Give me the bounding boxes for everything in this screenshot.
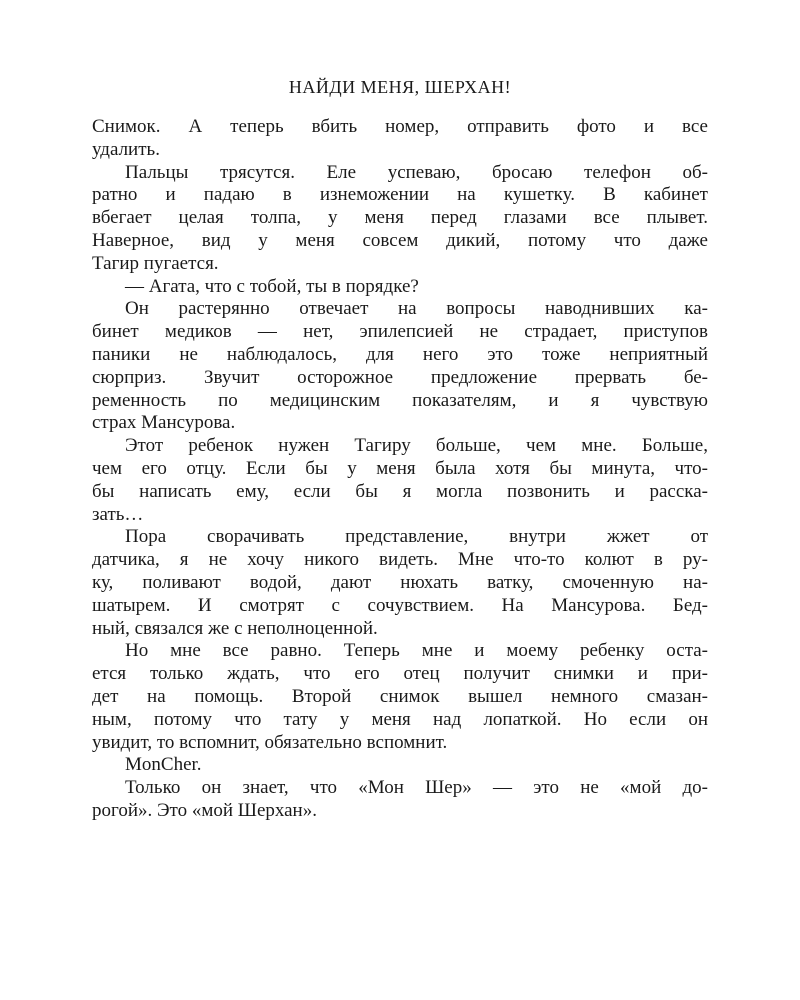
text-line: бы написать ему, если бы я могла позвонить и расска- <box>92 480 708 502</box>
text-line: ку, поливают водой, дают нюхать ватку, смоченную на- <box>92 571 708 593</box>
text-line: вбегает целая толпа, у меня перед глазами все плывет. <box>92 207 708 229</box>
text-line: ратно и падаю в изнеможении на кушетку. В кабинет <box>92 184 708 206</box>
text-line: рогой». Это «мой Шерхан». <box>92 799 317 821</box>
text-line: Пора сворачивать представление, внутри жжет от <box>125 526 708 548</box>
text-line: Тагир пугается. <box>92 252 219 274</box>
text-line: страх Мансурова. <box>92 412 236 434</box>
text-line: — Агата, что с тобой, ты в порядке? <box>125 275 419 297</box>
text-line: ный, связался же с неполноценной. <box>92 617 378 639</box>
text-line: ременность по медицинским показателям, и я чувствую <box>92 389 708 411</box>
text-line: дет на помощь. Второй снимок вышел немного смазан- <box>92 685 708 707</box>
text-line: Наверное, вид у меня совсем дикий, потому что даже <box>92 229 708 251</box>
text-line: Пальцы трясутся. Еле успеваю, бросаю телефон об- <box>125 161 708 183</box>
body-text <box>92 116 708 823</box>
text-line: Но мне все равно. Теперь мне и моему ребенку оста- <box>125 640 708 662</box>
running-title: НАЙДИ МЕНЯ, ШЕРХАН! <box>288 77 512 97</box>
text-line: MonCher. <box>125 754 202 776</box>
text-line: ным, потому что тату у меня над лопаткой. Но если он <box>92 708 708 730</box>
text-line: Он растерянно отвечает на вопросы наводнивших ка- <box>125 298 708 320</box>
text-line: Снимок. А теперь вбить номер, отправить фото и все <box>92 116 708 137</box>
text-line: сюрприз. Звучит осторожное предложение прервать бе- <box>92 366 708 388</box>
text-line: ется только ждать, что его отец получит снимки и при- <box>92 663 708 685</box>
text-line: Этот ребенок нужен Тагиру больше, чем мне. Больше, <box>125 435 708 457</box>
text-line: Только он знает, что «Мон Шер» — это не «мой до- <box>125 777 708 799</box>
text-line: датчика, я не хочу никого видеть. Мне что-то колют в ру- <box>92 549 708 571</box>
text-line: увидит, то вспомнит, обязательно вспомнит. <box>92 731 448 753</box>
text-line: шатырем. И смотрят с сочувствием. На Мансурова. Бед- <box>92 594 708 616</box>
text-line: зать… <box>92 503 144 525</box>
book-page <box>92 0 708 1000</box>
text-line: бинет медиков — нет, эпилепсией не страдает, приступов <box>92 321 708 343</box>
text-line: удалить. <box>92 138 160 160</box>
text-line: паники не наблюдалось, для него это тоже неприятный <box>92 343 708 365</box>
text-line: чем его отцу. Если бы у меня была хотя бы минута, что- <box>92 457 708 479</box>
